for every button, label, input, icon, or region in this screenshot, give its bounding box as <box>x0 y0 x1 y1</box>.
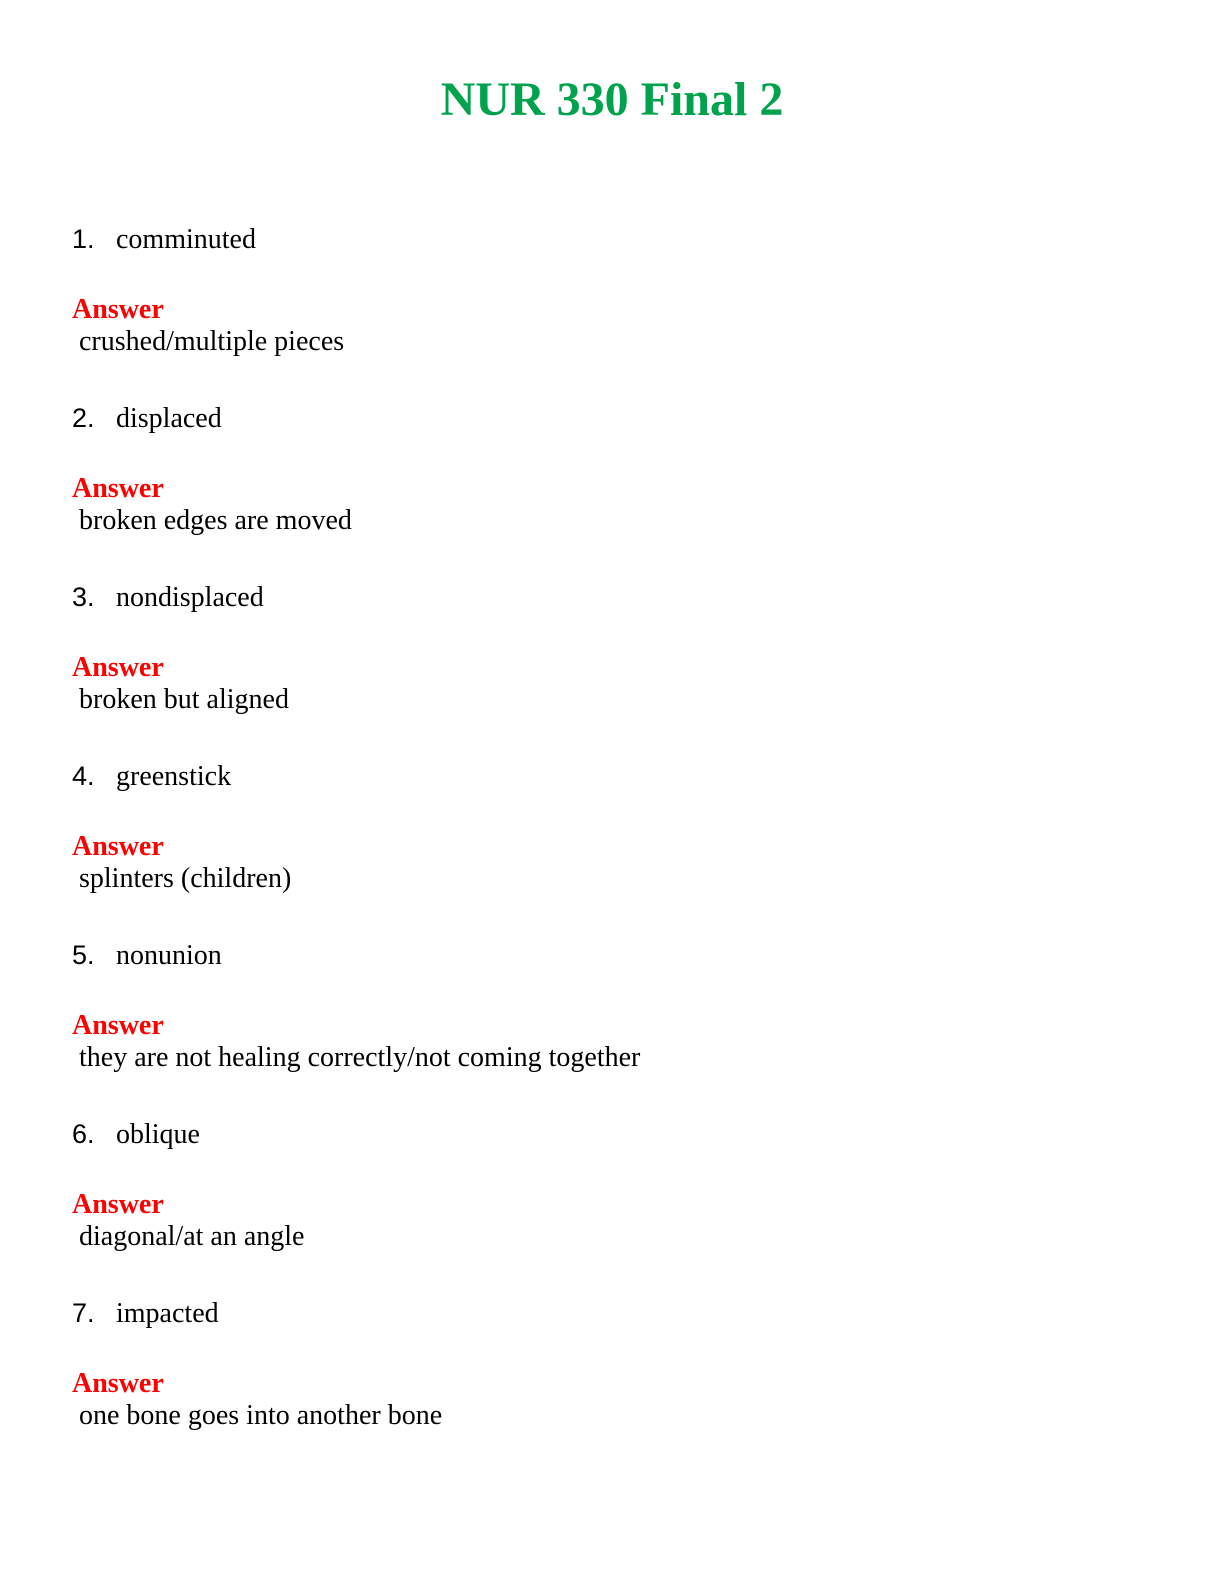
question-block <box>72 581 1152 716</box>
answer-text: broken edges are moved <box>79 504 352 536</box>
question-line <box>72 402 1152 435</box>
question-term: nonunion <box>116 939 222 971</box>
question-line <box>72 760 1152 793</box>
question-number: 7. <box>72 1297 95 1328</box>
question-block <box>72 402 1152 537</box>
answer-text: crushed/multiple pieces <box>79 325 345 357</box>
question-block <box>72 1297 1152 1432</box>
answer-text: broken but aligned <box>79 683 289 715</box>
question-term: displaced <box>116 402 222 434</box>
question-block <box>72 223 1152 358</box>
answer-label: Answer <box>72 1188 164 1220</box>
question-term: oblique <box>116 1118 200 1150</box>
question-number: 3. <box>72 581 95 612</box>
answer-label: Answer <box>72 472 164 504</box>
answer-label: Answer <box>72 830 164 862</box>
question-number: 4. <box>72 760 95 791</box>
question-block <box>72 1118 1152 1253</box>
question-number: 1. <box>72 223 95 254</box>
answer-text: splinters (children) <box>79 862 292 894</box>
answer-label: Answer <box>72 1009 164 1041</box>
question-line <box>72 223 1152 256</box>
question-block <box>72 760 1152 895</box>
question-number: 5. <box>72 939 95 970</box>
question-term: nondisplaced <box>116 581 264 613</box>
question-line <box>72 939 1152 972</box>
answer-label: Answer <box>72 1367 164 1399</box>
question-list <box>72 223 1152 1432</box>
answer-label: Answer <box>72 651 164 683</box>
answer-label: Answer <box>72 293 164 325</box>
question-number: 6. <box>72 1118 95 1149</box>
question-line <box>72 1297 1152 1330</box>
page-title: NUR 330 Final 2 <box>440 73 784 126</box>
question-block <box>72 939 1152 1074</box>
question-line <box>72 1118 1152 1151</box>
question-term: greenstick <box>116 760 232 792</box>
question-number: 2. <box>72 402 95 433</box>
answer-text: diagonal/at an angle <box>79 1220 305 1252</box>
answer-text: they are not healing correctly/not coming together <box>79 1041 641 1073</box>
question-term: impacted <box>116 1297 219 1329</box>
question-term: comminuted <box>116 223 256 255</box>
answer-text: one bone goes into another bone <box>79 1399 443 1431</box>
question-line <box>72 581 1152 614</box>
